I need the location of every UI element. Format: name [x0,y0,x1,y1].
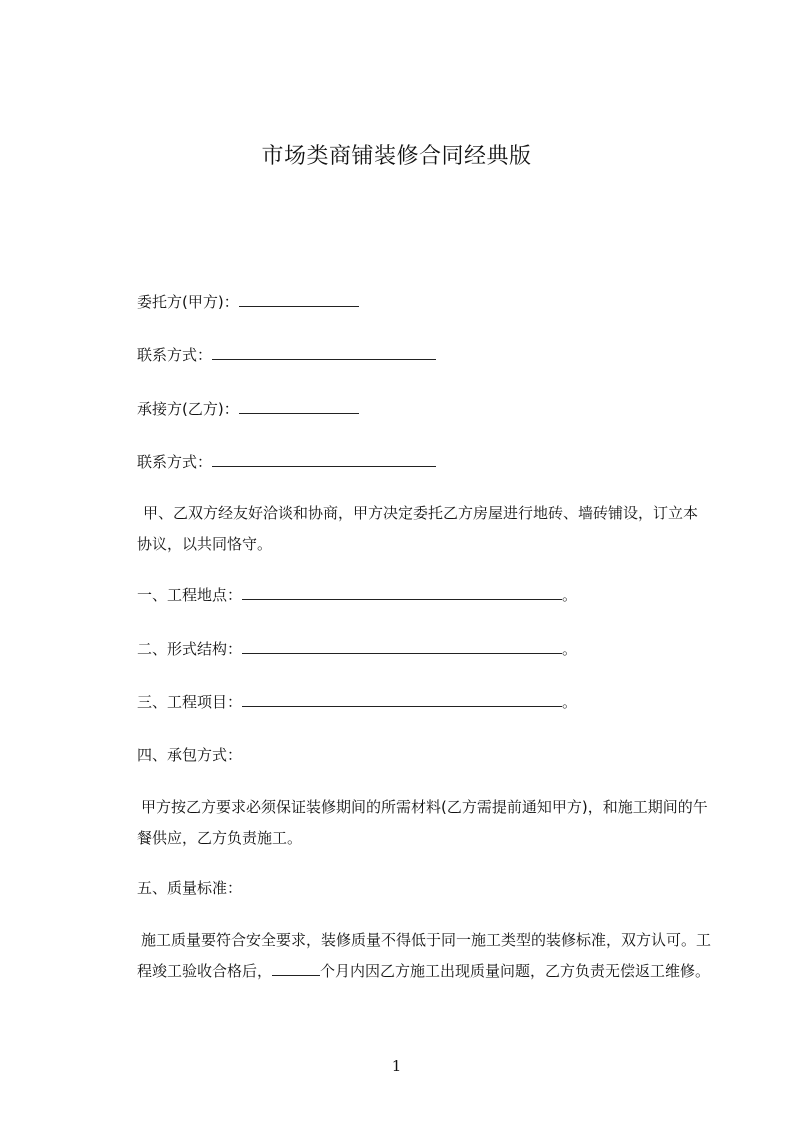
items-end: 。 [562,693,578,711]
contract-method-paragraph [137,792,712,854]
contractor-line [137,399,359,419]
client-contact-blank[interactable] [212,345,436,360]
clause-location [137,585,577,605]
page-number: 1 [391,1057,402,1075]
clause-structure [137,639,577,659]
location-blank[interactable] [242,585,562,600]
intro-paragraph [137,498,712,560]
client-label: 委托方(甲方)： [137,293,239,311]
intro-text: 甲、乙双方经友好洽谈和协商，甲方决定委托乙方房屋进行地砖、墙砖铺设，订立本协议，以共同恪守。 [137,504,699,553]
quality-paragraph [137,925,712,987]
client-blank[interactable] [239,292,359,307]
structure-blank[interactable] [242,639,562,654]
location-end: 。 [562,586,578,604]
clause-items [137,692,577,712]
quality-heading: 五、质量标准： [137,879,243,897]
quality-text-before: 施工质量要符合安全要求，装修质量不得低于同一施工类型的装修标准，双方认可。工程竣工验收合格后， [137,931,712,980]
items-label: 三、工程项目： [137,693,243,711]
client-contact-label: 联系方式： [137,346,213,364]
client-line [137,292,359,312]
warranty-months-blank[interactable] [272,961,320,976]
document-title: 市场类商铺装修合同经典版 [261,144,532,169]
items-blank[interactable] [242,692,562,707]
structure-label: 二、形式结构： [137,640,243,658]
contractor-label: 承接方(乙方)： [137,400,239,418]
structure-end: 。 [562,640,578,658]
contractor-contact-blank[interactable] [212,452,436,467]
contract-method-text: 甲方按乙方要求必须保证装修期间的所需材料(乙方需提前通知甲方)，和施工期间的午餐供应，乙方负责施工。 [137,798,708,847]
contract-method-heading: 四、承包方式： [137,746,243,764]
location-label: 一、工程地点： [137,586,243,604]
contractor-contact-line [137,452,436,472]
contractor-blank[interactable] [239,399,359,414]
quality-text-after: 个月内因乙方施工出现质量问题，乙方负责无偿返工维修。 [320,962,711,980]
client-contact-line [137,345,436,365]
contractor-contact-label: 联系方式： [137,453,213,471]
